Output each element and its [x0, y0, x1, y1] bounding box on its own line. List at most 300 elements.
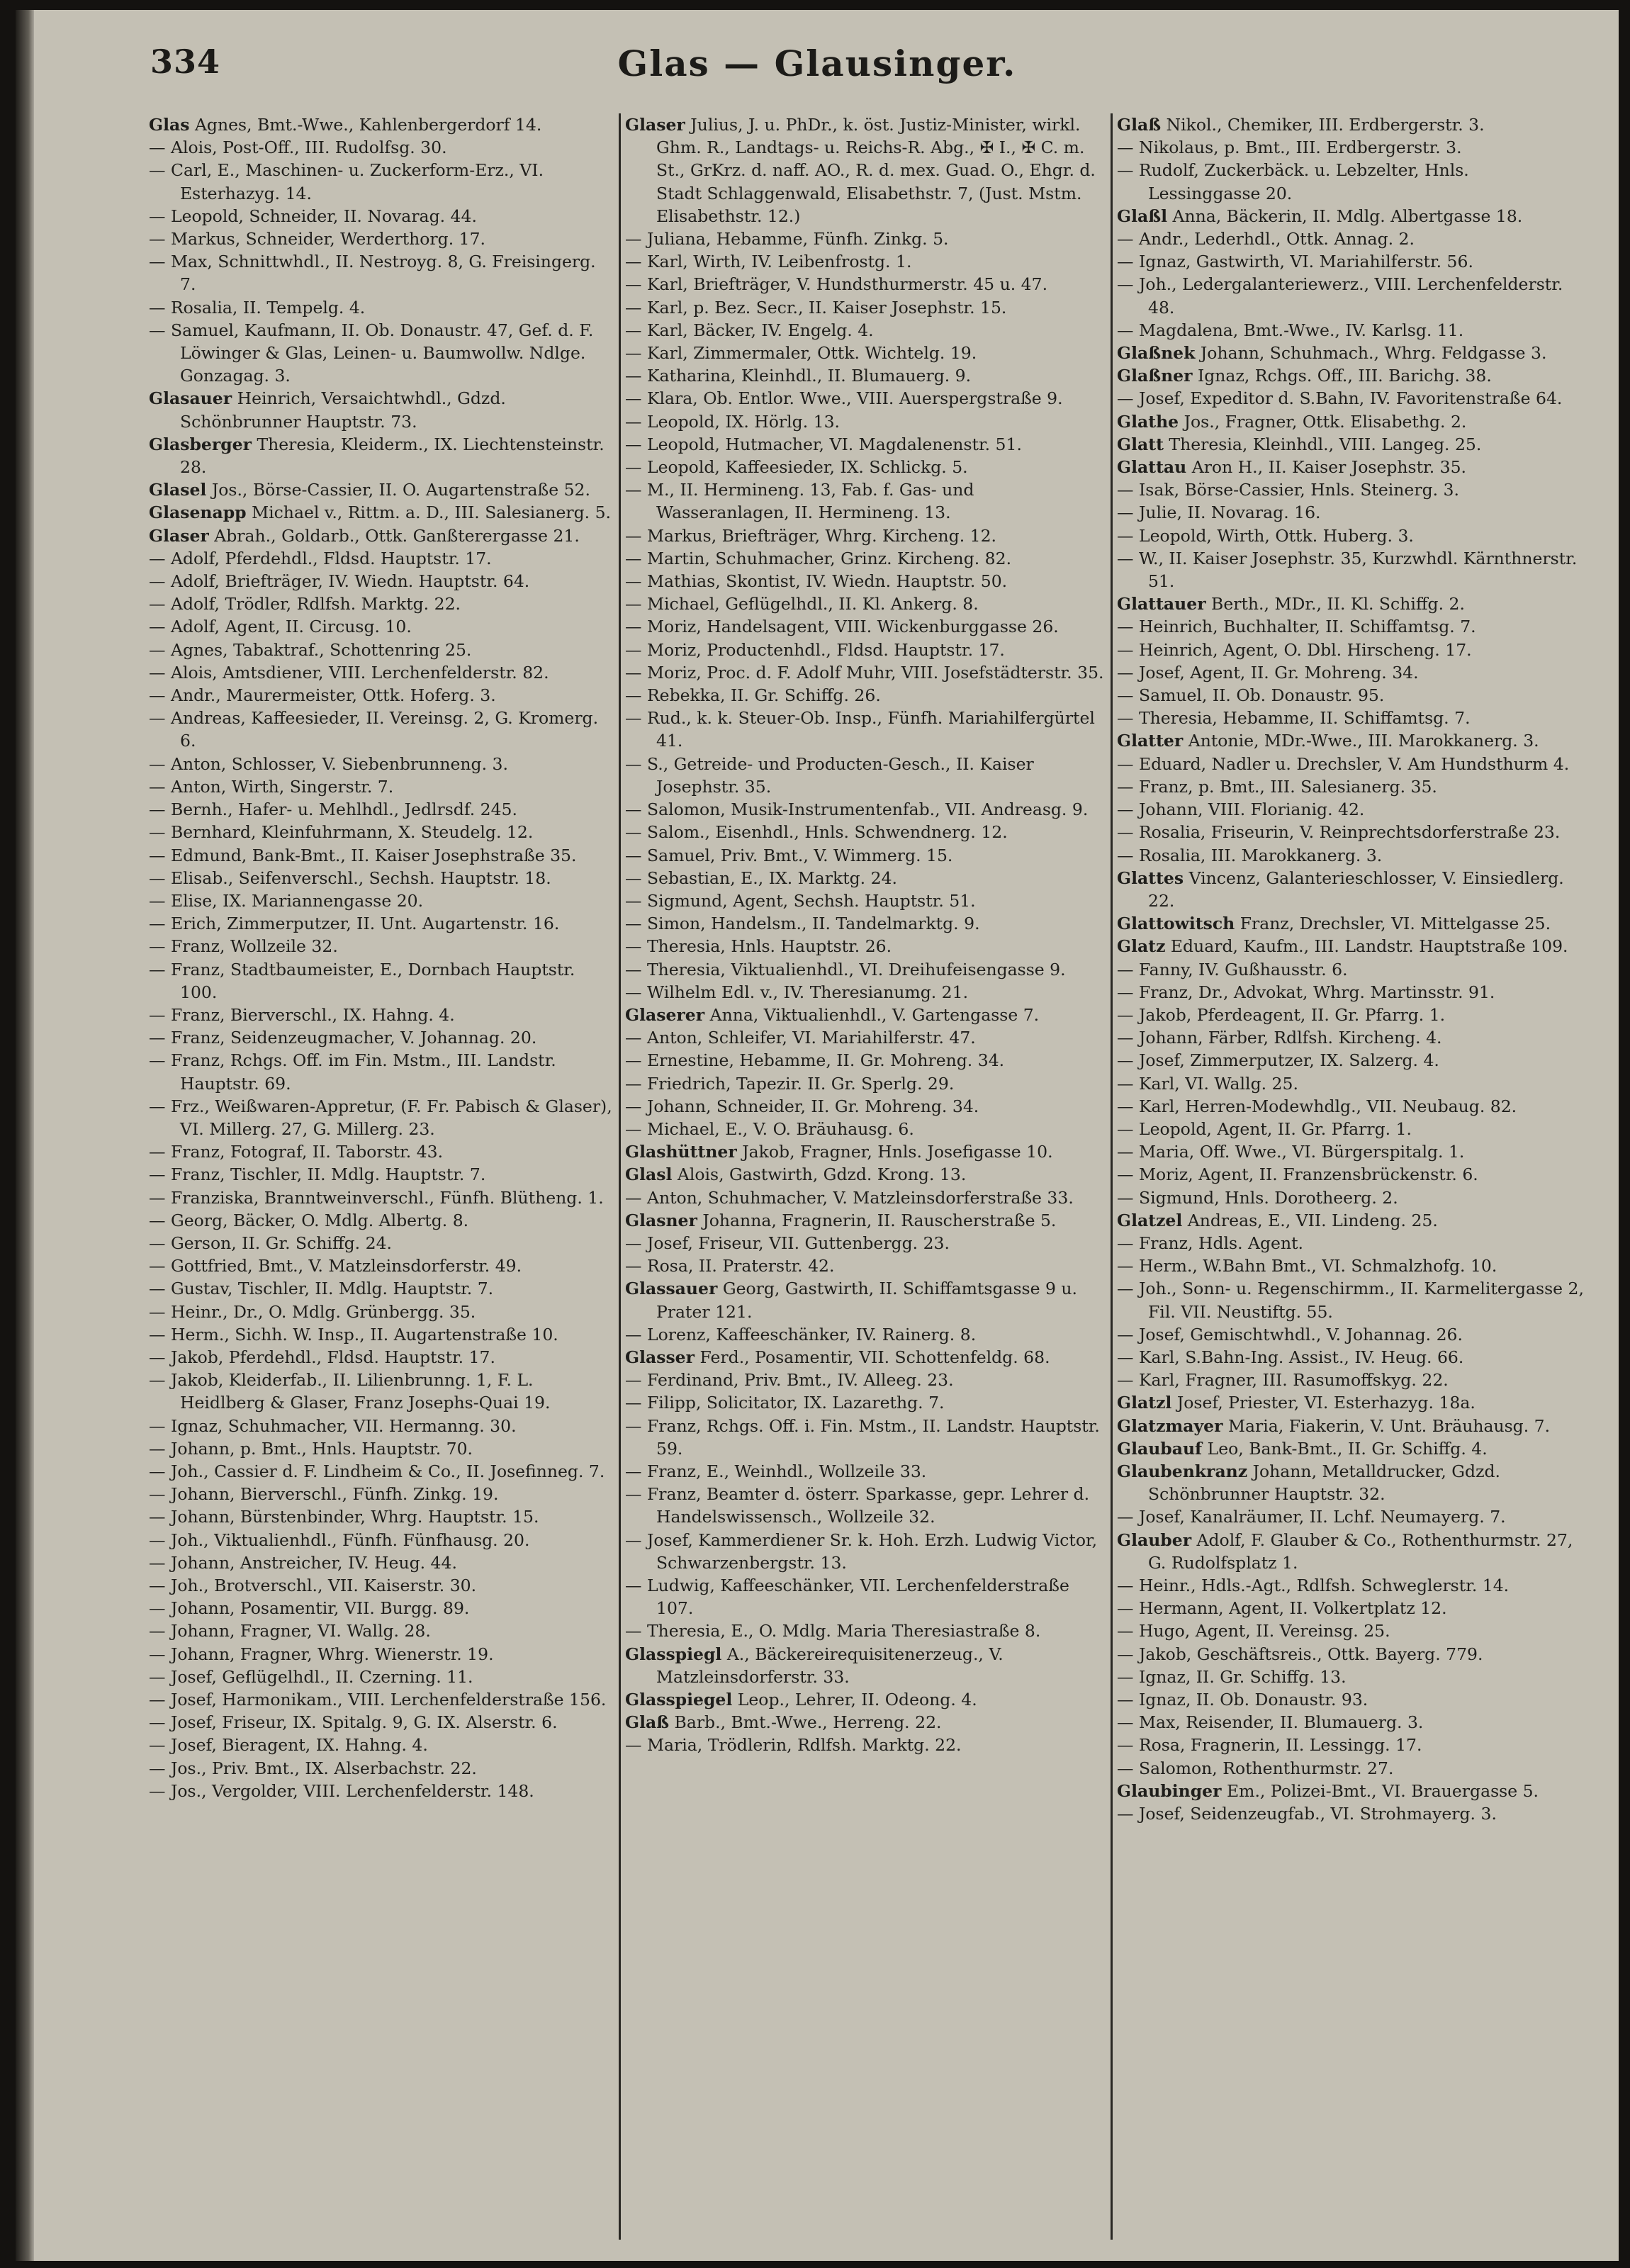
- entry-text: — Heinrich, Buchhalter, II. Schiffamtsg. 7.: [1117, 617, 1476, 637]
- column-3: [1117, 113, 1585, 2233]
- entry-text: — Martin, Schuhmacher, Grinz. Kircheng. 82.: [625, 548, 1012, 568]
- entry-text: — Joh., Sonn- u. Regenschirmm., II. Karmelitergasse 2, Fil. VII. Neustiftg. 55.: [1117, 1279, 1584, 1322]
- directory-entry: [625, 342, 1107, 364]
- entry-text: — Leopold, Schneider, II. Novarag. 44.: [149, 206, 477, 226]
- entry-text: Maria, Fiakerin, V. Unt. Bräuhausg. 7.: [1222, 1415, 1551, 1436]
- entry-text: — Johann, Fragner, VI. Wallg. 28.: [149, 1621, 431, 1641]
- entry-text: — Joh., Ledergalanteriewerz., VIII. Lerchenfelderstr. 48.: [1117, 274, 1563, 318]
- directory-entry: [149, 1415, 617, 1437]
- entry-surname: Glaß: [625, 1712, 670, 1733]
- directory-entry: [1117, 410, 1585, 433]
- directory-entry: [625, 1254, 1107, 1277]
- entry-surname: Glattauer: [1117, 594, 1206, 614]
- directory-entry: [149, 753, 617, 775]
- entry-text: — Franz, Seidenzeugmacher, V. Johannag. 20.: [149, 1028, 537, 1048]
- directory-entry: [625, 1049, 1107, 1072]
- entry-text: Berth., MDr., II. Kl. Schiffg. 2.: [1205, 594, 1465, 614]
- entry-text: Ignaz, Rchgs. Off., III. Barichg. 38.: [1192, 366, 1492, 386]
- directory-entry: [1117, 501, 1585, 524]
- directory-entry: [149, 250, 617, 296]
- entry-text: Jos., Fragner, Ottk. Elisabethg. 2.: [1179, 411, 1467, 432]
- entry-surname: Glasl: [625, 1164, 673, 1185]
- entry-text: — Andr., Lederhdl., Ottk. Annag. 2.: [1117, 229, 1415, 249]
- directory-entry: [149, 912, 617, 935]
- entry-text: Michael v., Rittm. a. D., III. Salesianerg. 5.: [246, 503, 612, 523]
- entry-surname: Glaserer: [625, 1004, 705, 1025]
- directory-entry: [1117, 1529, 1585, 1574]
- entry-text: — Andreas, Kaffeesieder, II. Vereinsg. 2, G. Kromerg. 6.: [149, 708, 599, 751]
- entry-text: — Ludwig, Kaffeeschänker, VII. Lerchenfelderstraße 107.: [625, 1576, 1069, 1619]
- entry-text: — Fanny, IV. Gußhausstr. 6.: [1117, 959, 1348, 979]
- entry-text: — Johann, Posamentir, VII. Burgg. 89.: [149, 1598, 470, 1619]
- entry-text: — Frz., Weißwaren-Appretur, (F. Fr. Pabisch & Glaser), VI. Millerg. 27, G. Millerg. 23.: [149, 1096, 612, 1139]
- directory-entry: [1117, 1415, 1585, 1437]
- entry-text: — Wilhelm Edl. v., IV. Theresianumg. 21.: [625, 982, 969, 1002]
- directory-entry: [1117, 1186, 1585, 1209]
- entry-surname: Glasauer: [149, 388, 232, 409]
- entry-surname: Glaubenkranz: [1117, 1461, 1248, 1481]
- directory-entry: [1117, 387, 1585, 410]
- entry-text: — Elise, IX. Mariannengasse 20.: [149, 890, 424, 911]
- entry-text: Antonie, MDr.-Wwe., III. Marokkanerg. 3.: [1183, 731, 1539, 751]
- entry-surname: Glaubauf: [1117, 1438, 1203, 1459]
- entry-surname: Glaubinger: [1117, 1780, 1222, 1801]
- entry-surname: Glasel: [149, 480, 207, 500]
- directory-entry: [625, 387, 1107, 410]
- directory-entry: [1117, 867, 1585, 912]
- directory-entry: [149, 889, 617, 912]
- entry-text: — Ignaz, II. Ob. Donaustr. 93.: [1117, 1690, 1368, 1710]
- entry-text: — Markus, Schneider, Werderthorg. 17.: [149, 229, 486, 249]
- directory-entry: [625, 1734, 1107, 1756]
- directory-entry: [1117, 661, 1585, 684]
- directory-entry: [1117, 1369, 1585, 1391]
- directory-entry: [1117, 775, 1585, 798]
- directory-entry: [1117, 1004, 1585, 1026]
- directory-entry: [149, 684, 617, 707]
- entry-surname: Glaser: [149, 525, 209, 546]
- directory-entry: [1117, 1460, 1585, 1505]
- directory-entry: [149, 1346, 617, 1369]
- entry-text: — Bernh., Hafer- u. Mehlhdl., Jedlrsdf. 245.: [149, 799, 517, 820]
- entry-text: — Joh., Cassier d. F. Lindheim & Co., II. Josefinneg. 7.: [149, 1461, 605, 1481]
- directory-entry: [625, 615, 1107, 638]
- entry-text: — Karl, Zimmermaler, Ottk. Wichtelg. 19.: [625, 343, 977, 364]
- directory-entry: [1117, 342, 1585, 364]
- entry-text: — Johann, VIII. Florianig. 42.: [1117, 799, 1365, 820]
- entry-text: — Anton, Schleifer, VI. Mariahilferstr. 47.: [625, 1028, 976, 1048]
- directory-entry: [149, 205, 617, 228]
- entry-text: Barb., Bmt.-Wwe., Herreng. 22.: [669, 1712, 942, 1733]
- directory-entry: [149, 1551, 617, 1574]
- entry-text: — Johann, Anstreicher, IV. Heug. 44.: [149, 1552, 457, 1573]
- entry-surname: Glasser: [625, 1347, 695, 1367]
- directory-entry: [149, 1277, 617, 1300]
- entry-text: — Sigmund, Agent, Sechsh. Hauptstr. 51.: [625, 890, 976, 911]
- entry-text: — Alois, Amtsdiener, VIII. Lerchenfelderstr. 82.: [149, 662, 549, 683]
- directory-entry: [1117, 364, 1585, 387]
- entry-text: — Eduard, Nadler u. Drechsler, V. Am Hundsthurm 4.: [1117, 753, 1570, 774]
- entry-text: — Ferdinand, Priv. Bmt., IV. Alleeg. 23.: [625, 1370, 954, 1391]
- directory-entry: [625, 1004, 1107, 1026]
- directory-entry: [625, 364, 1107, 387]
- entry-text: Aron H., II. Kaiser Josephstr. 35.: [1186, 457, 1467, 478]
- directory-entry: [625, 639, 1107, 661]
- directory-entry: [149, 159, 617, 204]
- entry-text: Jos., Börse-Cassier, II. O. Augartenstraße 52.: [206, 480, 590, 500]
- entry-text: — Theresia, E., O. Mdlg. Maria Theresiastraße 8.: [625, 1621, 1041, 1641]
- directory-entry: [1117, 1757, 1585, 1780]
- directory-entry: [625, 1323, 1107, 1346]
- entry-text: — Josef, Seidenzeugfab., VI. Strohmayerg. 3.: [1117, 1804, 1497, 1824]
- entry-text: — Karl, Bäcker, IV. Engelg. 4.: [625, 320, 874, 340]
- directory-entry: [625, 889, 1107, 912]
- column-2: [625, 113, 1107, 2233]
- entry-text: — Georg, Bäcker, O. Mdlg. Albertg. 8.: [149, 1210, 469, 1230]
- entry-text: — Franz, Stadtbaumeister, E., Dornbach Hauptstr. 100.: [149, 959, 575, 1002]
- entry-text: Alois, Gastwirth, Gdzd. Krong. 13.: [672, 1164, 967, 1185]
- entry-text: — Josef, Expeditor d. S.Bahn, IV. Favoritenstraße 64.: [1117, 388, 1563, 409]
- entry-text: — Rud., k. k. Steuer-Ob. Insp., Fünfh. Mariahilfergürtel 41.: [625, 708, 1095, 751]
- directory-entry: [149, 1163, 617, 1186]
- entry-text: — Hugo, Agent, II. Vereinsg. 25.: [1117, 1621, 1390, 1641]
- page-header: [16, 43, 1619, 92]
- column-divider: [619, 113, 621, 2240]
- directory-entry: [149, 1711, 617, 1734]
- entry-text: — Anton, Schuhmacher, V. Matzleinsdorferstraße 33.: [625, 1187, 1074, 1208]
- entry-text: — Gottfried, Bmt., V. Matzleinsdorferstr. 49.: [149, 1256, 522, 1276]
- directory-entry: [625, 250, 1107, 273]
- entry-text: — Karl, S.Bahn-Ing. Assist., IV. Heug. 66.: [1117, 1347, 1464, 1367]
- directory-entry: [625, 593, 1107, 615]
- entry-text: — Franz, p. Bmt., III. Salesianerg. 35.: [1117, 776, 1437, 797]
- directory-entry: [1117, 1802, 1585, 1825]
- entry-text: Anna, Viktualienhdl., V. Gartengasse 7.: [704, 1004, 1040, 1025]
- entry-text: — Heinr., Hdls.-Agt., Rdlfsh. Schweglerstr. 14.: [1117, 1576, 1510, 1595]
- entry-text: — Leopold, Wirth, Ottk. Huberg. 3.: [1117, 525, 1414, 546]
- entry-text: — Anton, Wirth, Singerstr. 7.: [149, 776, 394, 797]
- entry-text: Andreas, E., VII. Lindeng. 25.: [1182, 1210, 1438, 1230]
- directory-entry: [149, 433, 617, 478]
- entry-text: — Maria, Trödlerin, Rdlfsh. Marktg. 22.: [625, 1735, 962, 1756]
- directory-entry: [625, 1391, 1107, 1414]
- entry-text: — Josef, Harmonikam., VIII. Lerchenfelderstraße 156.: [149, 1690, 607, 1710]
- entry-text: — Franz, Hdls. Agent.: [1117, 1233, 1303, 1253]
- directory-entry: [1117, 1095, 1585, 1118]
- directory-entry: [625, 296, 1107, 319]
- directory-entry: [625, 821, 1107, 843]
- directory-entry: [1117, 1711, 1585, 1734]
- directory-entry: [149, 570, 617, 593]
- entry-text: — Johann, Bierverschl., Fünfh. Zinkg. 19.: [149, 1484, 499, 1505]
- directory-entry: [1117, 159, 1585, 204]
- directory-entry: [149, 1049, 617, 1094]
- entry-text: — Heinr., Dr., O. Mdlg. Grünbergg. 35.: [149, 1301, 476, 1322]
- entry-text: Julius, J. u. PhDr., k. öst. Justiz-Minister, wirkl. Ghm. R., Landtags- u. Reichs-R. Abg., ✠ I., ✠ C. m. St., GrKrz. d. naff. AO., R. d. mex. Guad. O., Ehgr. d. Stadt Schlaggenwald, Elisabethstr. 7, (Just. Mstm. Elisabethstr. 12.): [656, 115, 1096, 226]
- directory-entry: [1117, 1323, 1585, 1346]
- directory-entry: [149, 1026, 617, 1049]
- directory-entry: [149, 387, 617, 432]
- entry-text: — Karl, Briefträger, V. Hundsthurmerstr. 45 u. 47.: [625, 274, 1048, 295]
- directory-entry: [149, 1734, 617, 1756]
- entry-text: Johanna, Fragnerin, II. Rauscherstraße 5.: [697, 1210, 1057, 1230]
- entry-text: — Rosa, II. Praterstr. 42.: [625, 1256, 835, 1276]
- entry-text: Jakob, Fragner, Hnls. Josefigasse 10.: [736, 1142, 1053, 1162]
- page-binding-edge: [16, 10, 34, 2261]
- directory-entry: [149, 113, 617, 136]
- entry-text: — S., Getreide- und Producten-Gesch., II. Kaiser Josephstr. 35.: [625, 753, 1034, 797]
- directory-entry: [625, 1643, 1107, 1688]
- directory-entry: [1117, 228, 1585, 250]
- directory-entry: [149, 1301, 617, 1323]
- directory-entry: [1117, 1254, 1585, 1277]
- entry-text: — Josef, Geflügelhdl., II. Czerning. 11.: [149, 1666, 473, 1687]
- directory-entry: [625, 1369, 1107, 1391]
- directory-entry: [625, 981, 1107, 1004]
- entry-text: — Max, Reisender, II. Blumauerg. 3.: [1117, 1712, 1424, 1733]
- entry-text: — Josef, Agent, II. Gr. Mohreng. 34.: [1117, 662, 1419, 683]
- directory-entry: [625, 1483, 1107, 1528]
- directory-entry: [149, 1004, 617, 1026]
- directory-entry: [149, 1232, 617, 1254]
- directory-entry: [625, 912, 1107, 935]
- directory-entry: [1117, 1666, 1585, 1688]
- directory-entry: [625, 1232, 1107, 1254]
- entry-text: — Filipp, Solicitator, IX. Lazarethg. 7.: [625, 1393, 945, 1413]
- entry-text: — Franz, Fotograf, II. Taborstr. 43.: [149, 1142, 444, 1162]
- directory-entry: [1117, 821, 1585, 843]
- entry-surname: Glasner: [625, 1210, 697, 1230]
- directory-entry: [1117, 547, 1585, 593]
- directory-entry: [625, 1026, 1107, 1049]
- directory-entry: [149, 844, 617, 867]
- directory-entry: [1117, 1643, 1585, 1666]
- entry-text: — Rosalia, III. Marokkanerg. 3.: [1117, 845, 1383, 865]
- directory-entry: [149, 1619, 617, 1642]
- entry-text: Leop., Lehrer, II. Odeong. 4.: [732, 1690, 977, 1710]
- entry-text: — Salomon, Rothenthurmstr. 27.: [1117, 1758, 1394, 1778]
- entry-text: — Rosa, Fragnerin, II. Lessingg. 17.: [1117, 1735, 1422, 1756]
- column-divider: [1111, 113, 1113, 2240]
- entry-text: — Moriz, Proc. d. F. Adolf Muhr, VIII. Josefstädterstr. 35.: [625, 662, 1104, 683]
- directory-entry: [625, 798, 1107, 821]
- directory-entry: [625, 456, 1107, 478]
- entry-text: — Juliana, Hebamme, Fünfh. Zinkg. 5.: [625, 229, 949, 249]
- directory-entry: [1117, 844, 1585, 867]
- entry-text: Agnes, Bmt.-Wwe., Kahlenbergerdorf 14.: [189, 115, 542, 135]
- directory-entry: [625, 1619, 1107, 1642]
- entry-text: — Heinrich, Agent, O. Dbl. Hirscheng. 17.: [1117, 639, 1472, 660]
- entry-text: Anna, Bäckerin, II. Mdlg. Albertgasse 18.: [1167, 206, 1523, 226]
- directory-entry: [625, 547, 1107, 570]
- directory-entry: [1117, 753, 1585, 775]
- entry-text: Heinrich, Versaichtwhdl., Gdzd. Schönbrunner Hauptstr. 73.: [180, 388, 506, 432]
- entry-text: — Adolf, Agent, II. Circusg. 10.: [149, 617, 412, 637]
- directory-entry: [1117, 1780, 1585, 1802]
- directory-entry: [149, 1666, 617, 1688]
- entry-text: — M., II. Hermineng. 13, Fab. f. Gas- und Wasseranlagen, II. Hermineng. 13.: [625, 480, 974, 523]
- page-number: 334: [150, 43, 221, 81]
- entry-surname: Glatzl: [1117, 1393, 1172, 1413]
- directory-entry: [1117, 639, 1585, 661]
- entry-text: — Carl, E., Maschinen- u. Zuckerform-Erz., VI. Esterhazyg. 14.: [149, 160, 544, 203]
- directory-entry: [149, 593, 617, 615]
- entry-text: — Franz, E., Weinhdl., Wollzeile 33.: [625, 1461, 927, 1481]
- directory-entry: [149, 1780, 617, 1802]
- entry-surname: Glassauer: [625, 1279, 718, 1299]
- directory-entry: [149, 1460, 617, 1483]
- directory-entry: [625, 1346, 1107, 1369]
- entry-text: — Rebekka, II. Gr. Schiffg. 26.: [625, 685, 881, 706]
- entry-surname: Glaßnek: [1117, 343, 1196, 364]
- entry-text: — Franz, Dr., Advokat, Whrg. Martinsstr. 91.: [1117, 982, 1495, 1002]
- entry-surname: Glatz: [1117, 936, 1166, 957]
- directory-entry: [149, 1209, 617, 1232]
- entry-text: — Salom., Eisenhdl., Hnls. Schwendnerg. 12.: [625, 822, 1008, 843]
- directory-entry: [625, 661, 1107, 684]
- directory-entry: [149, 1437, 617, 1460]
- entry-text: — Jos., Priv. Bmt., IX. Alserbachstr. 22.: [149, 1758, 477, 1778]
- entry-text: — Moriz, Handelsagent, VIII. Wickenburggasse 26.: [625, 617, 1059, 637]
- directory-entry: [1117, 250, 1585, 273]
- page-title: Glas — Glausinger.: [617, 43, 1017, 84]
- directory-entry: [625, 1072, 1107, 1095]
- directory-entry: [625, 707, 1107, 752]
- entry-text: — Nikolaus, p. Bmt., III. Erdbergerstr. 3.: [1117, 137, 1462, 158]
- directory-entry: [149, 501, 617, 524]
- directory-entry: [149, 524, 617, 547]
- directory-entry: [1117, 1163, 1585, 1186]
- directory-entry: [1117, 273, 1585, 318]
- directory-entry: [149, 1688, 617, 1711]
- entry-text: — Theresia, Hnls. Hauptstr. 26.: [625, 936, 892, 957]
- directory-entry: [149, 478, 617, 501]
- directory-entry: [1117, 1574, 1585, 1597]
- entry-text: — Franziska, Branntweinverschl., Fünfh. Blütheng. 1.: [149, 1187, 604, 1208]
- entry-surname: Glaßl: [1117, 206, 1168, 226]
- directory-entry: [1117, 1597, 1585, 1619]
- entry-text: — Markus, Briefträger, Whrg. Kircheng. 12.: [625, 525, 997, 546]
- entry-text: — Joh., Viktualienhdl., Fünfh. Fünfhausg. 20.: [149, 1529, 530, 1550]
- entry-text: — Isak, Börse-Cassier, Hnls. Steinerg. 3.: [1117, 480, 1459, 500]
- directory-entry: [1117, 707, 1585, 729]
- directory-entry: [149, 639, 617, 661]
- directory-entry: [625, 1711, 1107, 1734]
- entry-text: — Friedrich, Tapezir. II. Gr. Sperlg. 29.: [625, 1073, 955, 1094]
- directory-entry: [149, 319, 617, 388]
- entry-text: — Erich, Zimmerputzer, II. Unt. Augartenstr. 16.: [149, 914, 560, 934]
- directory-entry: [1117, 1688, 1585, 1711]
- directory-entry: [1117, 1346, 1585, 1369]
- entry-text: — Adolf, Trödler, Rdlfsh. Marktg. 22.: [149, 594, 461, 614]
- directory-entry: [625, 273, 1107, 296]
- entry-text: — Josef, Kanalräumer, II. Lchf. Neumayerg. 7.: [1117, 1507, 1506, 1527]
- directory-entry: [1117, 1734, 1585, 1756]
- column-1: [149, 113, 617, 2233]
- directory-entry: [1117, 1072, 1585, 1095]
- directory-entry: [625, 844, 1107, 867]
- directory-entry: [149, 1483, 617, 1505]
- entry-text: Em., Polizei-Bmt., VI. Brauergasse 5.: [1221, 1780, 1539, 1801]
- entry-text: — Agnes, Tabaktraf., Schottenring 25.: [149, 639, 472, 660]
- entry-text: — Mathias, Skontist, IV. Wiedn. Hauptstr. 50.: [625, 571, 1008, 592]
- entry-text: — Gustav, Tischler, II. Mdlg. Hauptstr. 7.: [149, 1279, 494, 1299]
- entry-surname: Glaser: [625, 115, 685, 135]
- directory-entry: [625, 410, 1107, 433]
- directory-entry: [149, 1529, 617, 1551]
- directory-entry: [1117, 1505, 1585, 1528]
- entry-text: Theresia, Kleinhdl., VIII. Langeg. 25.: [1163, 434, 1482, 454]
- entry-text: — Samuel, Kaufmann, II. Ob. Donaustr. 47, Gef. d. F. Löwinger & Glas, Leinen- u. Baumwollw. Ndlge. Gonzagag. 3.: [149, 320, 594, 386]
- directory-entry: [625, 684, 1107, 707]
- entry-text: Nikol., Chemiker, III. Erdbergerstr. 3.: [1161, 115, 1485, 135]
- entry-text: — Franz, Rchgs. Off. im Fin. Mstm., III. Landstr. Hauptstr. 69.: [149, 1050, 556, 1094]
- directory-entry: [1117, 205, 1585, 228]
- entry-text: — Maria, Off. Wwe., VI. Bürgerspitalg. 1.: [1117, 1142, 1465, 1162]
- directory-entry: [1117, 981, 1585, 1004]
- directory-entry: [149, 1643, 617, 1666]
- entry-text: — Sigmund, Hnls. Dorotheerg. 2.: [1117, 1187, 1398, 1208]
- entry-text: — Johann, Fragner, Whrg. Wienerstr. 19.: [149, 1644, 494, 1664]
- entry-text: — Moriz, Agent, II. Franzensbrückenstr. 6.: [1117, 1164, 1478, 1185]
- directory-entry: [149, 547, 617, 570]
- directory-entry: [625, 433, 1107, 456]
- directory-entry: [1117, 615, 1585, 638]
- directory-entry: [149, 615, 617, 638]
- directory-entry: [149, 1140, 617, 1163]
- entry-surname: Glatter: [1117, 731, 1184, 751]
- entry-text: — Franz, Wollzeile 32.: [149, 936, 338, 957]
- entry-text: — Adolf, Briefträger, IV. Wiedn. Hauptstr. 64.: [149, 571, 530, 592]
- entry-surname: Glasberger: [149, 434, 252, 454]
- entry-surname: Glattes: [1117, 868, 1184, 888]
- directory-entry: [1117, 456, 1585, 478]
- directory-entry: [149, 1095, 617, 1140]
- entry-surname: Glasspiegl: [625, 1644, 722, 1664]
- directory-entry: [149, 1254, 617, 1277]
- directory-entry: [1117, 593, 1585, 615]
- entry-text: Johann, Metalldrucker, Gdzd. Schönbrunner Hauptstr. 32.: [1148, 1461, 1500, 1505]
- directory-entry: [149, 1757, 617, 1780]
- directory-entry: [625, 1529, 1107, 1574]
- directory-entry: [625, 935, 1107, 958]
- entry-text: — Jakob, Geschäftsreis., Ottk. Bayerg. 779.: [1117, 1644, 1483, 1664]
- entry-text: — Michael, E., V. O. Bräuhausg. 6.: [625, 1118, 914, 1139]
- entry-text: Johann, Schuhmach., Whrg. Feldgasse 3.: [1195, 343, 1547, 364]
- entry-text: Franz, Drechsler, VI. Mittelgasse 25.: [1235, 914, 1551, 934]
- entry-text: — Theresia, Viktualienhdl., VI. Dreihufeisengasse 9.: [625, 959, 1066, 979]
- entry-text: — Jakob, Pferdeagent, II. Gr. Pfarrg. 1.: [1117, 1004, 1446, 1025]
- directory-entry: [149, 661, 617, 684]
- directory-entry: [1117, 1118, 1585, 1140]
- directory-entry: [625, 524, 1107, 547]
- directory-entry: [149, 821, 617, 843]
- entry-text: — Anton, Schlosser, V. Siebenbrunneng. 3.: [149, 753, 508, 774]
- entry-text: Vincenz, Galanterieschlosser, V. Einsiedlerg. 22.: [1148, 868, 1564, 911]
- entry-text: — Karl, Wirth, IV. Leibenfrostg. 1.: [625, 252, 912, 272]
- entry-text: — Hermann, Agent, II. Volkertplatz 12.: [1117, 1598, 1447, 1619]
- directory-entry: [149, 1505, 617, 1528]
- entry-text: — Elisab., Seifenverschl., Sechsh. Hauptstr. 18.: [149, 868, 551, 888]
- directory-entry: [625, 228, 1107, 250]
- directory-entry: [625, 1140, 1107, 1163]
- entry-text: — Ernestine, Hebamme, II. Gr. Mohreng. 34.: [625, 1050, 1005, 1071]
- directory-entry: [1117, 729, 1585, 752]
- entry-text: — W., II. Kaiser Josephstr. 35, Kurzwhdl. Kärnthnerstr. 51.: [1117, 548, 1578, 592]
- directory-entry: [1117, 1049, 1585, 1072]
- directory-entry: [149, 958, 617, 1004]
- directory-entry: [625, 1163, 1107, 1186]
